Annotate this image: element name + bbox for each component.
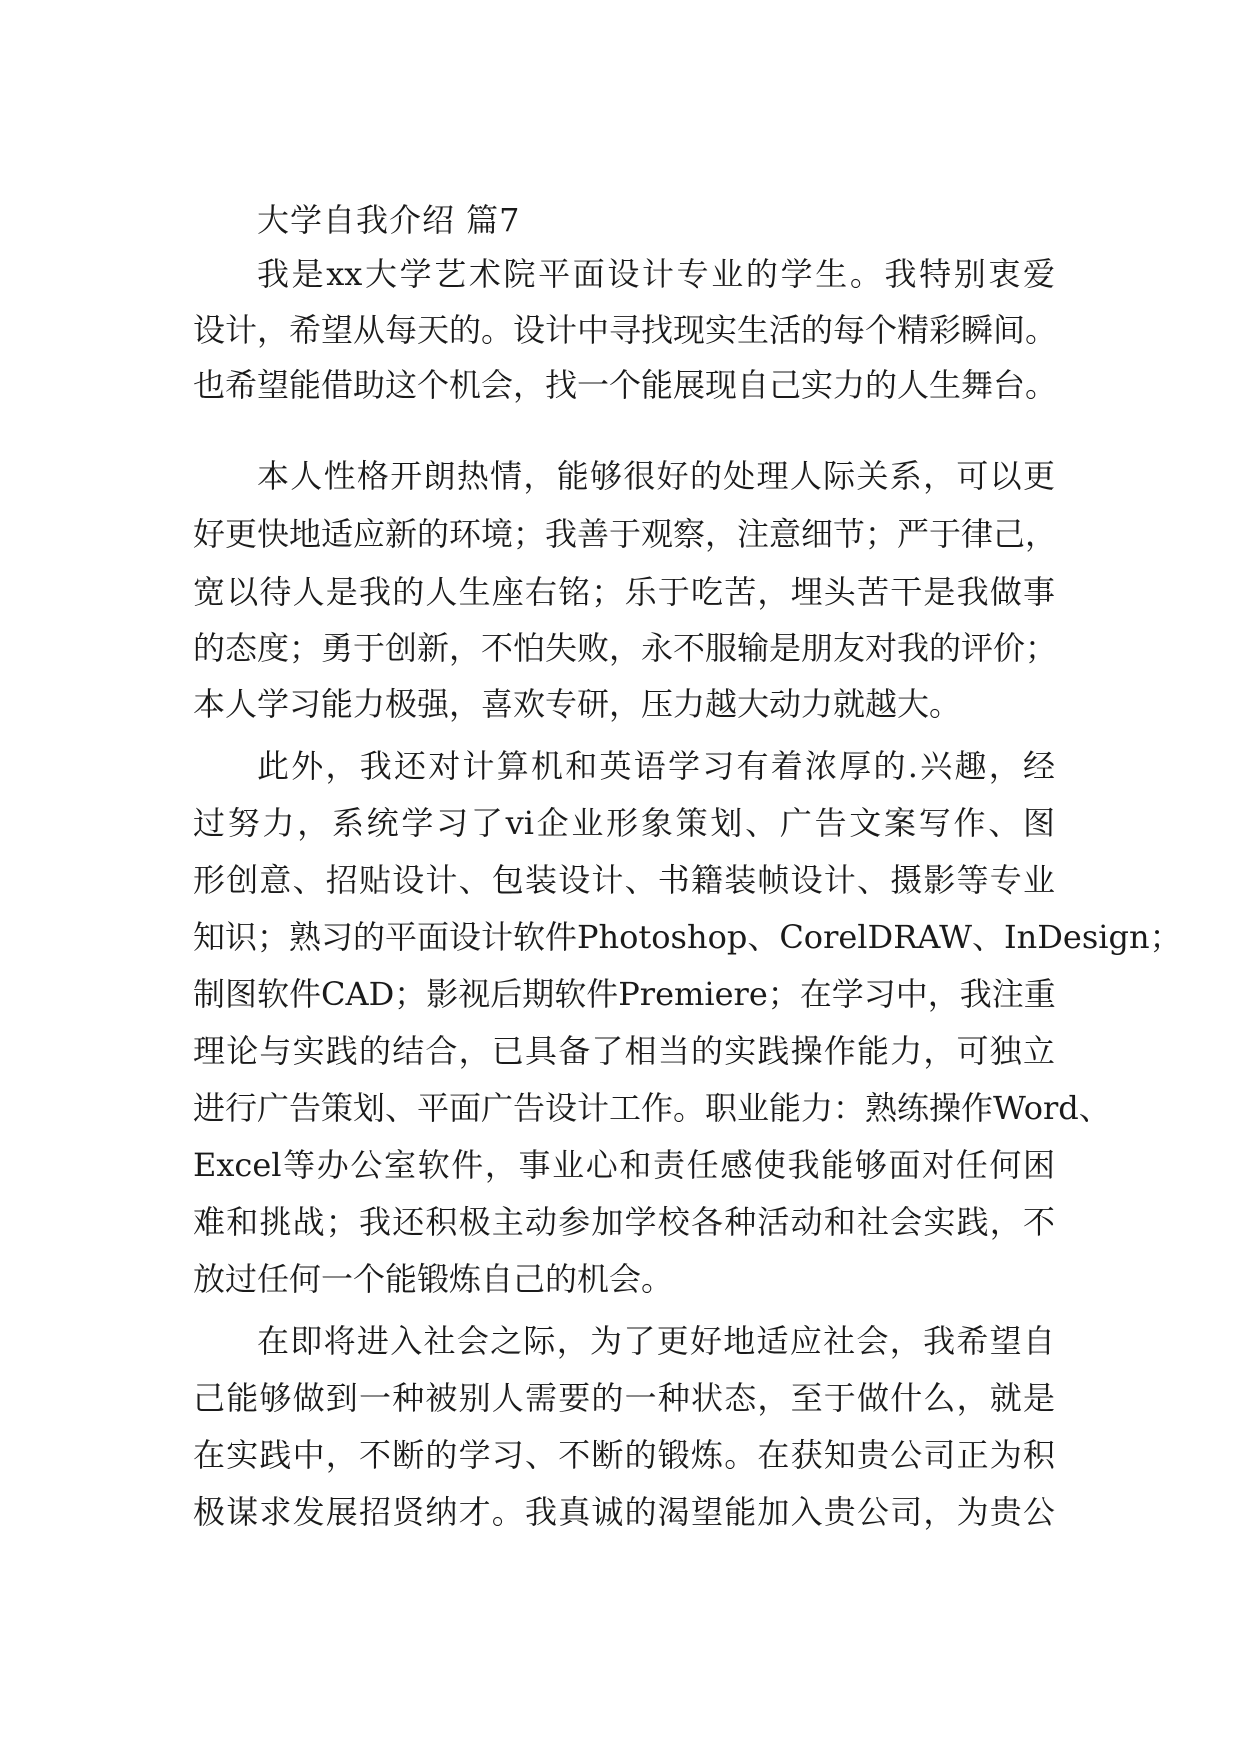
paragraph-2-line-1: 本人性格开朗热情，能够很好的处理人际关系，可以更 (257, 457, 1055, 495)
paragraph-3-line-1: 此外，我还对计算机和英语学习有着浓厚的.兴趣，经 (257, 747, 1055, 785)
paragraph-2-line-2: 好更快地适应新的环境；我善于观察，注意细节；严于律己， (193, 515, 1058, 553)
paragraph-4-line-1: 在即将进入社会之际，为了更好地适应社会，我希望自 (257, 1322, 1055, 1360)
paragraph-3-line-5: 制图软件CAD；影视后期软件Premiere；在学习中，我注重 (193, 975, 1056, 1013)
paragraph-1-line-2: 设计，希望从每天的。设计中寻找现实生活的每个精彩瞬间。 (193, 311, 1058, 349)
paragraph-1-line-3: 也希望能借助这个机会，找一个能展现自己实力的人生舞台。 (193, 366, 1058, 404)
paragraph-4-line-2: 己能够做到一种被别人需要的一种状态，至于做什么，就是 (193, 1379, 1055, 1417)
paragraph-2-line-4: 的态度；勇于创新，不怕失败，永不服输是朋友对我的评价； (193, 629, 1058, 667)
paragraph-1-line-1: 我是xx大学艺术院平面设计专业的学生。我特别衷爱 (257, 255, 1055, 293)
paragraph-3-line-6: 理论与实践的结合，已具备了相当的实践操作能力，可独立 (193, 1032, 1055, 1070)
paragraph-4-line-4: 极谋求发展招贤纳才。我真诚的渴望能加入贵公司，为贵公 (193, 1493, 1055, 1531)
paragraph-2-line-5: 本人学习能力极强，喜欢专研，压力越大动力就越大。 (193, 685, 962, 723)
paragraph-3-line-9: 难和挑战；我还积极主动参加学校各种活动和社会实践，不 (193, 1203, 1055, 1241)
paragraph-3-line-2: 过努力，系统学习了vi企业形象策划、广告文案写作、图 (193, 804, 1055, 842)
paragraph-3-line-10: 放过任何一个能锻炼自己的机会。 (193, 1260, 674, 1298)
paragraph-3-line-4: 知识；熟习的平面设计软件Photoshop、CorelDRAW、InDesign； (193, 918, 1182, 956)
paragraph-4-line-3: 在实践中，不断的学习、不断的锻炼。在获知贵公司正为积 (193, 1436, 1055, 1474)
paragraph-3-line-7: 进行广告策划、平面广告设计工作。职业能力：熟练操作Word、 (193, 1089, 1111, 1127)
paragraph-2-line-3: 宽以待人是我的人生座右铭；乐于吃苦，埋头苦干是我做事 (193, 573, 1055, 611)
paragraph-3-line-3: 形创意、招贴设计、包装设计、书籍装帧设计、摄影等专业 (193, 861, 1055, 899)
paragraph-3-line-8: Excel等办公室软件，事业心和责任感使我能够面对任何困 (193, 1146, 1055, 1184)
section-title: 大学自我介绍 篇7 (257, 201, 521, 239)
